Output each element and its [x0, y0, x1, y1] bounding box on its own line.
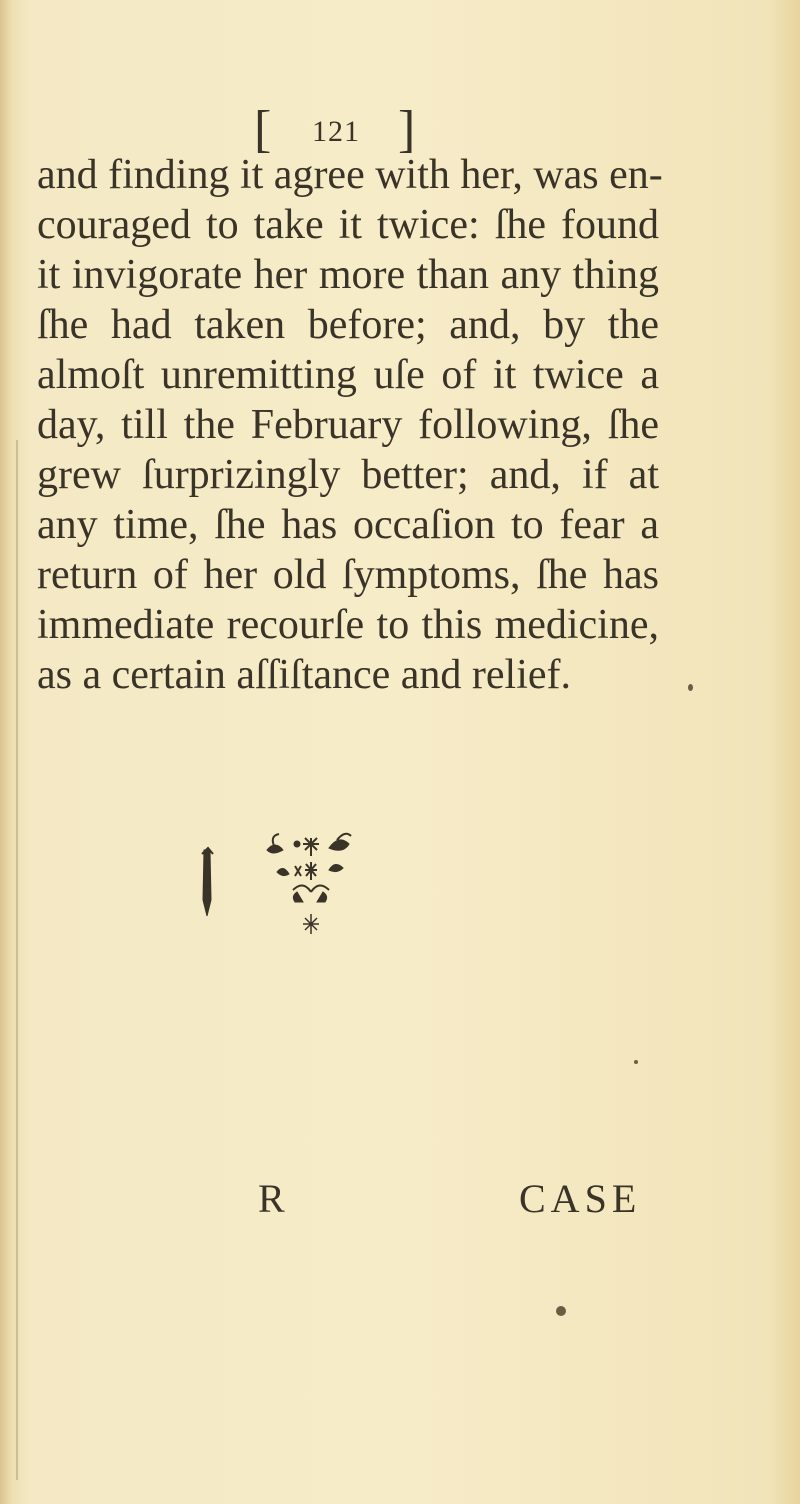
ink-speck	[634, 1060, 638, 1064]
page-spine-edge	[0, 0, 12, 1504]
body-line: day, till the February following, ſhe	[37, 402, 659, 448]
floral-ornament-icon	[180, 830, 440, 960]
ink-speck	[688, 684, 693, 691]
body-line: any time, ſhe has occaſion to fear a	[37, 502, 659, 548]
catchword: CASE	[519, 1176, 642, 1221]
body-line: couraged to take it twice: ſhe found	[37, 202, 659, 248]
header-bracket-close: ]	[398, 101, 416, 158]
body-line: ſhe had taken before; and, by the	[37, 302, 659, 348]
signature-mark: R	[258, 1176, 285, 1221]
body-text	[37, 150, 663, 700]
body-line: return of her old ſymptoms, ſhe has	[37, 552, 659, 598]
body-line: and finding it agree with her, was en-	[37, 152, 663, 198]
body-line: immediate recourſe to this medicine,	[37, 602, 659, 648]
header-bracket-open: [	[254, 101, 272, 158]
page-number: 121	[312, 115, 360, 148]
body-line: as a certain aſſiſtance and relief.	[37, 652, 572, 698]
body-line: grew ſurprizingly better; and, if at	[37, 452, 659, 498]
body-line: almoſt unremitting uſe of it twice a	[37, 352, 659, 398]
ink-speck	[556, 1306, 566, 1316]
page-margin-shadow	[16, 440, 18, 1480]
body-line: it invigorate her more than any thing	[37, 252, 659, 298]
